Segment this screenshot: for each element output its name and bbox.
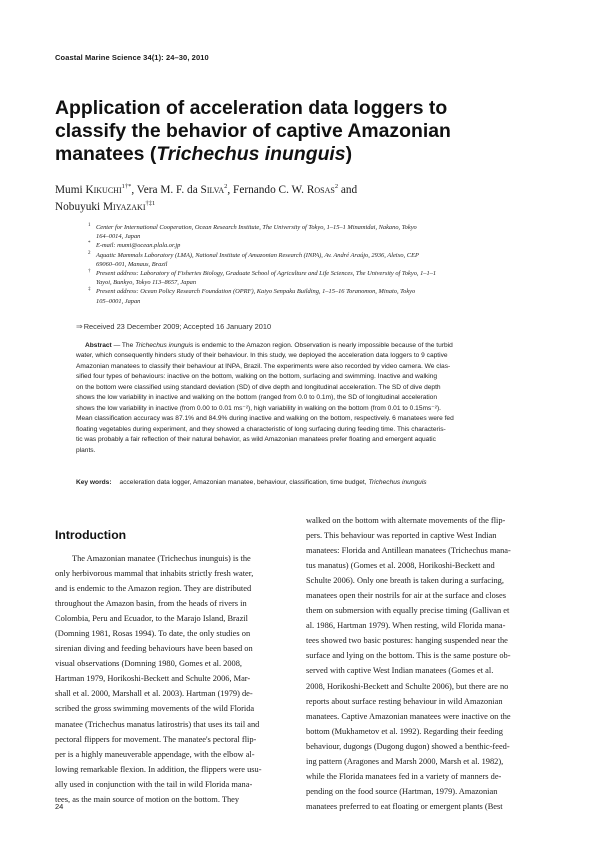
abstract-line: water, which consequently hinders study of their behaviour. In this study, we deployed the acceleration data loggers to 9 captive [76, 352, 448, 360]
abstract-line: on the bottom were classified using standard deviation (SD) of dive depth and longitudinal acceleration. The SD of dive depth [76, 383, 441, 391]
author-list [55, 182, 525, 216]
affiliations [90, 223, 550, 306]
body-text-line: and is endemic to the Amazon region. They are distributed [55, 584, 252, 594]
body-text-line: sirenian diving and feeding behaviours have been based on [55, 644, 253, 654]
body-text-line: manatees. Captive Amazonian manatees were inactive on the [306, 711, 511, 721]
abstract-line: Amazonian manatees to classify their behaviour at INPA, Brazil. The experiments were also recorded by video camera. We clas- [76, 362, 451, 370]
body-text-line: ing pattern (Aragones and Marsh 2000, Marsh et al. 1982), [306, 756, 504, 766]
abstract-label: Abstract [85, 342, 112, 349]
body-text-line: Colombia, Peru and Ecuador, to the Marajo Island, Brazil [55, 614, 248, 624]
body-text-line: walked on the bottom with alternate movements of the flip- [306, 516, 506, 525]
affiliation-item: * E-mail: mumi@ocean.plala.or.jp [88, 241, 181, 250]
abstract-line: shows the low variability in inactive and walking on the bottom (ranged from 0.0 to 0.1m), the SD of longitudinal acceleration [76, 394, 438, 402]
body-text-line: 2008, Horikoshi-Beckett and Schulte 2006), but there are no [306, 681, 509, 691]
affiliation-item: 1 Center for International Cooperation, Ocean Research Institute, The University of Tokyo, 1–15–1 Minamidai, Nakano, Tokyo 164–0014, Japan [88, 223, 417, 241]
body-text-line: lowing remarkable flexion. In addition, the flippers were usu- [55, 764, 262, 774]
abstract-line: Mean classification accuracy was 87.1% and 84.9% during inactive and walking on the bottom, respectively. 6 manatees were fed [76, 415, 454, 423]
body-text-line: behaviour, dugongs (Dugong dugon) showed a benthic-feed- [306, 741, 510, 751]
body-text-line: tus manatus) (Gomes et al. 2008, Horikoshi-Beckett and [306, 561, 495, 571]
body-text-line: shall et al. 2000, Marshall et al. 2003). Hartman (1979) de- [55, 689, 253, 699]
body-text-line: bottom (Mukhametov et al. 1992). Regarding their feeding [306, 726, 503, 736]
keywords: Key words: acceleration data logger, Amazonian manatee, behaviour, classification, time budget, Trichechus inunguis [76, 479, 427, 486]
body-text-line: (Domning 1981, Rosas 1994). To date, the only studies on [55, 629, 251, 639]
body-text-line: throughout the Amazon basin, from the heads of rivers in [55, 599, 247, 609]
body-text-line: reports about surface resting behaviour in wild Amazonian [306, 696, 503, 706]
page-number: 24 [55, 802, 64, 811]
body-text-line: pers. This behaviour was reported in captive West Indian [306, 531, 497, 541]
body-text-line: manatees: Florida and Antillean manatees (Trichechus mana- [306, 546, 511, 556]
affiliation-item: ‡ Present address: Ocean Policy Research Foundation (OPRF), Kaiyo Senpaku Building, 1–15–16 Toranomon, Minato, Tokyo 105–0001, Japan [88, 287, 416, 305]
body-text-line: while the Florida manatees fed in a variety of manners de- [306, 771, 502, 781]
abstract-line: floating vegetables during experiment, and they showed a characteristic of long surfacing during feeding time. This characteris- [76, 425, 446, 433]
body-text-line: them on submersion with equally precise timing (Gallivan et [306, 606, 510, 616]
body-text-line: pectoral flippers for movement. The manatee's pectoral flip- [55, 734, 257, 744]
title-line-1: Application of acceleration data loggers to [55, 97, 448, 119]
title-line-3: manatees (Trichechus inunguis) [55, 143, 353, 165]
body-text-line: scribed the gross swimming movements of the wild Florida [55, 704, 255, 714]
abstract-line: sified four types of behaviours: inactive on the bottom, walking on the bottom, surfacing and swimming. Inactive and walking [76, 373, 438, 381]
body-text-line: manatees open their nostrils for air at the surface and closes [306, 591, 506, 601]
body-text-line: tees, as the main source of motion on the bottom. They [55, 794, 240, 804]
body-text-line: manatees preferred to eat floating or emergent plants (Best [306, 801, 503, 811]
body-text-line: Schulte 2006). Only one breath is taken during a surfacing, [306, 576, 504, 586]
body-text-line: visual observations (Domning 1980, Gomes et al. 2008, [55, 659, 243, 669]
body-text-line: only herbivorous mammal that inhabits strictly fresh water, [55, 569, 254, 579]
affiliation-item: † Present address: Laboratory of Fisheries Biology, Graduate School of Agriculture and Life Sciences, The University of Tokyo, 1–1–1 Yayoi, Bunkyo, Tokyo 113–8657, Japan [88, 269, 437, 287]
body-text-line: per is a highly maneuverable appendage, with the elbow al- [55, 749, 255, 759]
paper-title [55, 97, 515, 166]
keywords-label: Key words: [76, 479, 112, 486]
section-heading-introduction: Introduction [55, 528, 127, 542]
body-text-line: pending on the food source (Hartman, 1979). Amazonian [306, 786, 498, 796]
abstract-line: plants. [76, 446, 96, 454]
body-text-line: Hartman 1979, Horikoshi-Beckett and Schulte 2006, Mar- [55, 674, 251, 684]
affiliation-item: 2 Aquatic Mammals Laboratory (LMA), National Institute of Amazonian Research (INPA), Av. André Araújo, 2936, Aleixo, CEP 69060–001, Manaus, Brazil [88, 250, 419, 268]
body-text-line: tees showed two basic postures: hanging suspended near the [306, 636, 508, 646]
body-column-right [306, 513, 540, 814]
arrow-icon: ⇒ [76, 322, 83, 331]
title-line-2: classify the behavior of captive Amazonian [55, 120, 451, 142]
body-text-line: ally used in conjunction with the tail in wild Florida mana- [55, 779, 253, 789]
body-text-line: al. 1986, Hartman 1979). When resting, wild Florida mana- [306, 621, 506, 631]
body-text-line: surface and lying on the bottom. This is the same posture ob- [306, 651, 511, 661]
abstract-line: shows the low variability in inactive (from 0.00 to 0.01 ms⁻²), high variability in walking on the bottom (from 0.01 to 0.15ms⁻²). [76, 404, 442, 412]
authors-line-1: Mumi Kikuchi$^{1\dagger*}$, Vera M. F. da Silva$^2$, Fernando C. W. Rosas$^2$ and [55, 183, 358, 196]
journal-citation: Coastal Marine Science 34(1): 24–30, 2010 [55, 53, 209, 62]
authors-line-2: Nobuyuki Miyazaki$^{\dagger\ddagger 1}$ [55, 200, 156, 213]
body-text-line: The Amazonian manatee (Trichechus inunguis) is the [72, 554, 251, 563]
abstract-line: tic was probably a fair reflection of their natural behavior, as wild Amazonian manatees prefer floating and emergent aquatic [76, 436, 436, 444]
body-text-line: served with captive West Indian manatees (Gomes et al. [306, 666, 494, 676]
body-text-line: manatee (Trichechus manatus latirostris) that uses its tail and [55, 719, 260, 729]
abstract [76, 341, 544, 456]
body-column-left [55, 551, 288, 807]
abstract-line: Abstract — The Trichechus inunguis is endemic to the Amazon region. Observation is nearly impossible because of the turbid [85, 342, 453, 349]
species-name: Trichechus inunguis [156, 143, 346, 165]
received-date: ⇒Received 23 December 2009; Accepted 16 January 2010 [76, 322, 272, 331]
